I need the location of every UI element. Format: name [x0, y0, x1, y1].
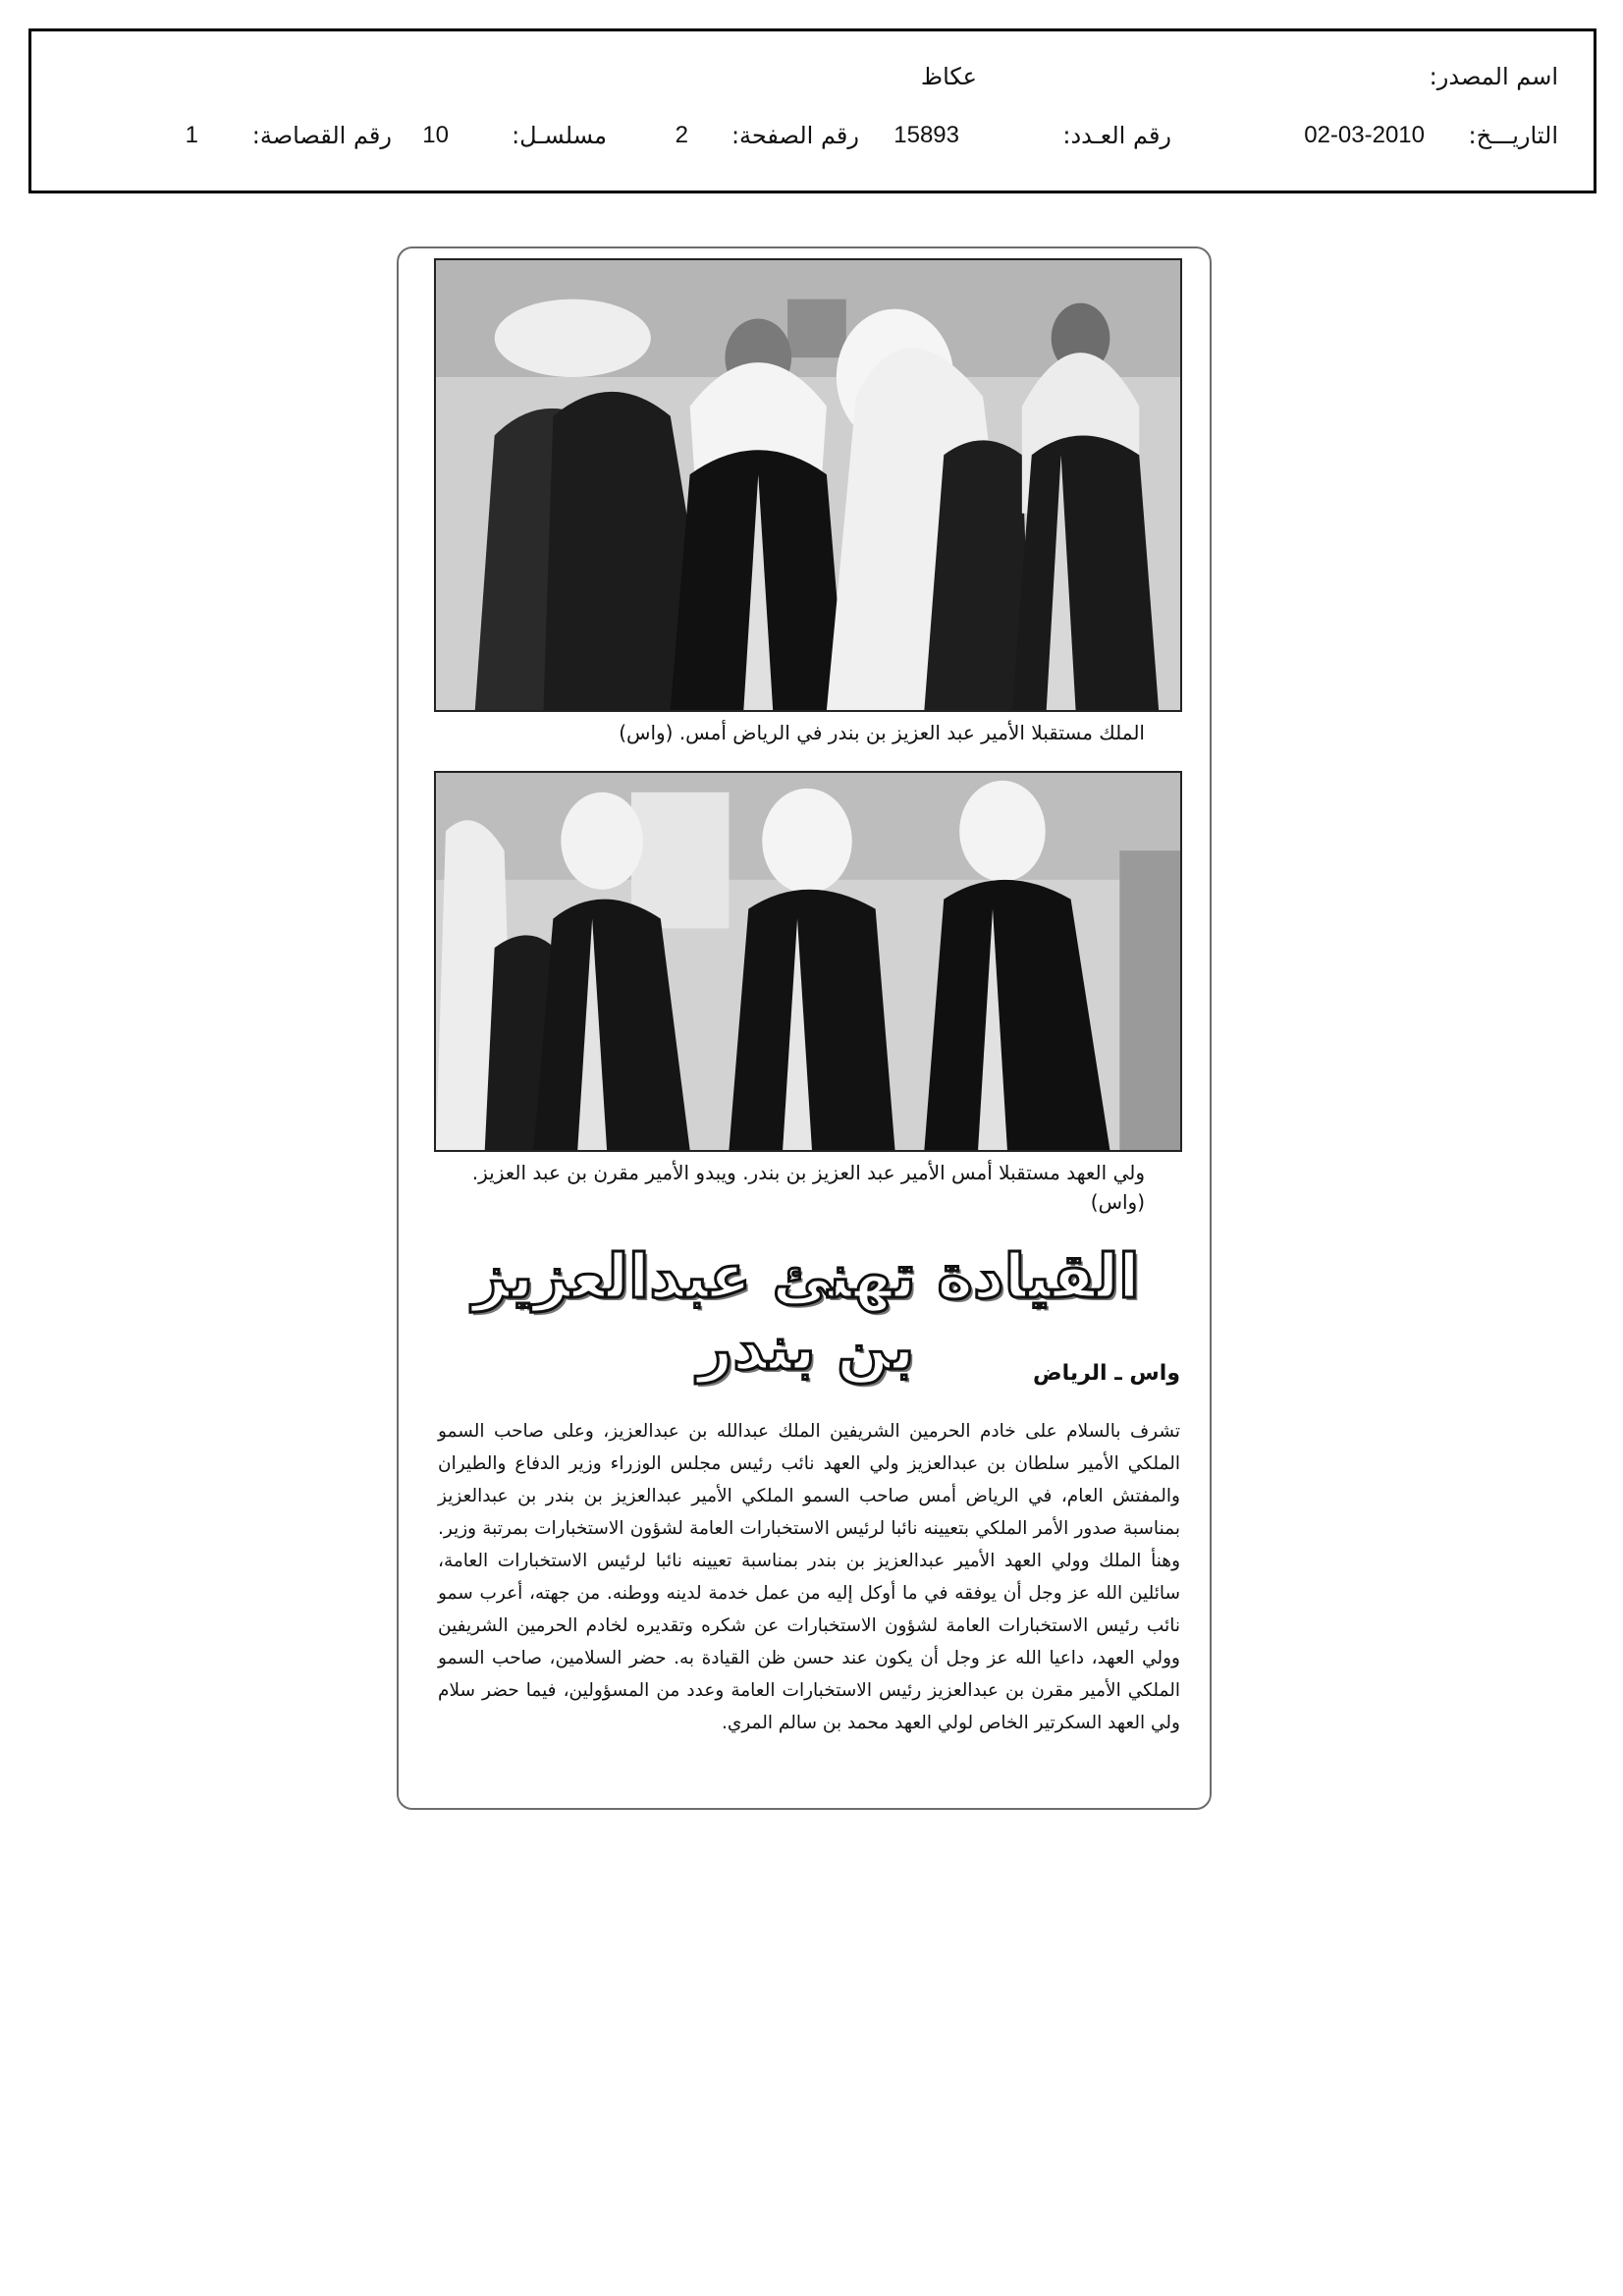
photo-crown-prince-receiving-prince	[434, 771, 1182, 1152]
page-value: 2	[675, 122, 688, 148]
newspaper-clipping	[397, 246, 1212, 1810]
photo1-caption: الملك مستقبلا الأمير عبد العزيز بن بندر في الرياض أمس. (واس)	[619, 721, 1145, 744]
photo-king-receiving-prince	[434, 258, 1182, 712]
photo2-caption: ولي العهد مستقبلا أمس الأمير عبد العزيز بن بندر. ويبدو الأمير مقرن بن عبد العزيز. (واس)	[471, 1161, 1145, 1214]
date-value: 02-03-2010	[1304, 122, 1425, 148]
serial-label: مسلسـل:	[512, 122, 607, 149]
source-value: عكاظ	[920, 63, 977, 90]
article-body: تشرف بالسلام على خادم الحرمين الشريفين الملك عبدالله بن عبدالعزيز، وعلى صاحب السمو الملكي الأمير سلطان بن عبدالعزيز ولي العهد نائب رئيس مجلس الوزراء وزير الدفاع والطيران والمفتش العام، في الرياض أمس صاحب السمو الملكي الأمير عبدالعزيز بن بندر بن عبدالعزيز بمناسبة صدور الأمر الملكي بتعيينه نائبا لرئيس الاستخبارات العامة لشؤون الاستخبارات بمرتبة وزير. وهنأ الملك وولي العهد الأمير عبدالعزيز بن بندر بمناسبة تعيينه نائبا لرئيس الاستخبارات العامة، سائلين الله عز وجل أن يوفقه في ما أوكل إليه من عمل خدمة لدينه ووطنه. من جهته، أعرب سمو نائب رئيس الاستخبارات العامة لشؤون الاستخبارات عن شكره وتقديره لخادم الحرمين الشريفين وولي العهد، داعيا الله عز وجل أن يكون عند حسن ظن القيادة به. حضر السلامين، صاحب السمو الملكي الأمير مقرن بن عبدالعزيز رئيس الاستخبارات العامة وعدد من المسؤولين، فيما حضر سلام ولي العهد السكرتير الخاص لولي العهد محمد بن سالم المري.	[438, 1421, 1180, 1733]
issue-value: 15893	[893, 122, 959, 148]
clipping-label: رقم القصاصة:	[251, 122, 392, 149]
date-label: التاريـــخ:	[1468, 122, 1558, 149]
document-header	[28, 28, 1596, 193]
serial-value: 10	[422, 122, 449, 148]
article-headline: القيادة تهنئ عبدالعزيز بن بندر	[472, 1240, 1140, 1384]
article-byline: واس ـ الرياض	[1032, 1361, 1180, 1386]
page-label: رقم الصفحة:	[730, 122, 859, 149]
source-label: اسم المصدر:	[1429, 63, 1558, 90]
issue-label: رقم العـدد:	[1062, 122, 1171, 149]
clipping-value: 1	[185, 122, 198, 148]
